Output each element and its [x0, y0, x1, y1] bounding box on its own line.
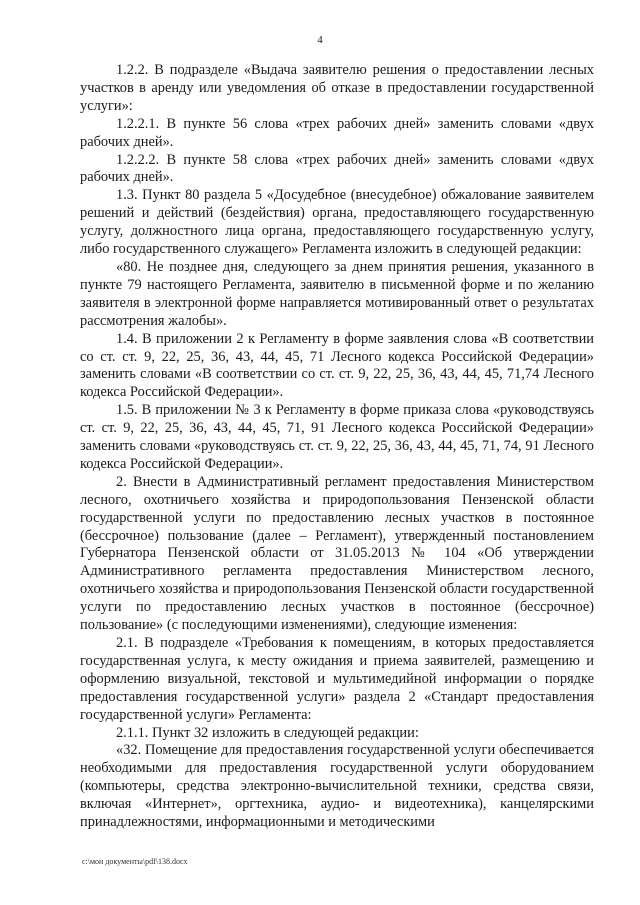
- paragraph-2: 2. Внести в Административный регламент предоставления Министерством лесного, охотничьего хозяйства и природопользования Пензенской области государственной услуги по предоставлению лесных участков в постоянное (бессрочное) пользование (далее – Регламент), утвержденный постановлением Губернатора Пензенской области от 31.05.2013 № 104 «Об утверждении Административного регламента предоставления Министерством лесного, охотничьего хозяйства и природопользования Пензенской области государственной услуги по предоставлению лесных участков в постоянное (бессрочное) пользование» (с последующими изменениями), следующие изменения:: [80, 473, 594, 634]
- file-path-footer: c:\мои документы\pdf\138.docx: [82, 857, 188, 866]
- page-number: 4: [317, 34, 323, 46]
- paragraph-1-3: 1.3. Пункт 80 раздела 5 «Досудебное (внесудебное) обжалование заявителем решений и действий (бездействия) органа, предоставляющего государственную услугу, должностного лица органа, предоставляющего государственную услугу, либо государственного служащего» Регламента изложить в следующей редакции:: [80, 187, 594, 258]
- paragraph-quote-32: «32. Помещение для предоставления государственной услуги обеспечивается необходимыми для предоставления государственной услуги оборудованием (компьютеры, средства электронно-вычислительной техники, средства связи, включая «Интернет», оргтехника, аудио- и видеотехника), канцелярскими принадлежностями, информационными и методическими: [80, 742, 594, 831]
- document-body: [80, 62, 594, 832]
- paragraph-quote-80: «80. Не позднее дня, следующего за днем принятия решения, указанного в пункте 79 настоящего Регламента, заявителю в письменной форме и по желанию заявителя в электронной форме направляется мотивированный ответ о результатах рассмотрения жалобы».: [80, 258, 594, 329]
- paragraph-1-5: 1.5. В приложении № 3 к Регламенту в форме приказа слова «руководствуясь ст. ст. 9, 22, 25, 36, 43, 44, 45, 71, 91 Лесного кодекса Российской Федерации» заменить словами «руководствуясь ст. ст. 9, 22, 25, 36, 43, 44, 45, 71, 74, 91 Лесного кодекса Российской Федерации».: [80, 402, 594, 472]
- paragraph-2-1-1: 2.1.1. Пункт 32 изложить в следующей редакции:: [116, 724, 419, 741]
- paragraph-1-2-2: 1.2.2. В подразделе «Выдача заявителю решения о предоставлении лесных участков в аренду или уведомления об отказе в предоставлении государственной услуги»:: [80, 62, 594, 114]
- paragraph-2-1: 2.1. В подразделе «Требования к помещениям, в которых предоставляется государственная услуга, к месту ожидания и приема заявителей, размещению и оформлению визуальной, текстовой и мультимедийной информации о порядке предоставления государственной услуги» раздела 2 «Стандарт предоставления государственной услуги» Регламента:: [80, 635, 594, 723]
- paragraph-1-4: 1.4. В приложении 2 к Регламенту в форме заявления слова «В соответствии со ст. ст. 9, 22, 25, 36, 43, 44, 45, 71 Лесного кодекса Российской Федерации» заменить словами «В соответствии со ст. ст. 9, 22, 25, 36, 43, 44, 45, 71,74 Лесного кодекса Российской Федерации».: [80, 330, 594, 401]
- paragraph-1-2-2-2: 1.2.2.2. В пункте 58 слова «трех рабочих дней» заменить словами «двух рабочих дней».: [80, 151, 594, 186]
- paragraph-1-2-2-1: 1.2.2.1. В пункте 56 слова «трех рабочих дней» заменить словами «двух рабочих дней».: [80, 115, 594, 150]
